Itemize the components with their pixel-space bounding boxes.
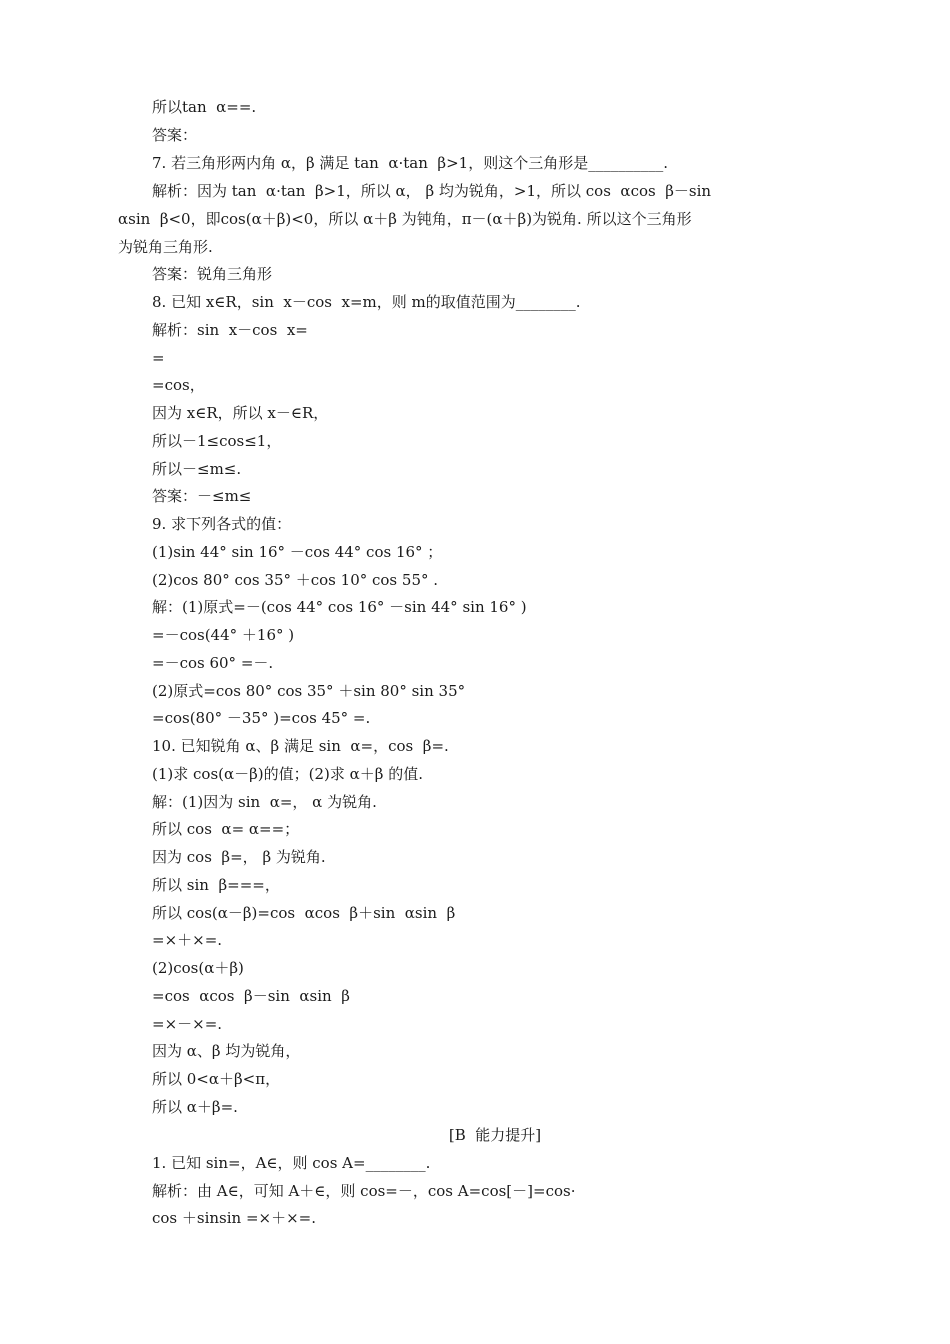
text-line: 所以 sin β===， (152, 876, 280, 894)
text-line: 为锐角三角形. (118, 238, 213, 256)
text-line: 所以 α＋β=. (152, 1098, 238, 1116)
text-line: =cos， (152, 376, 205, 394)
text-line: cos ＋sinsin =×＋×=. (152, 1209, 317, 1227)
text-line: 解：(1)原式=－(cos 44° cos 16° －sin 44° sin 16° ) (152, 598, 527, 616)
text-line: 答案： (152, 126, 198, 144)
text-line: = (152, 349, 165, 367)
text-line: 解：(1)因为 sin α=， α 为锐角. (152, 793, 377, 811)
text-line: 因为 x∈R，所以 x－∈R， (152, 404, 329, 422)
text-line: =cos αcos β－sin αsin β (152, 987, 350, 1005)
text-line: 所以 0<α＋β<π， (152, 1070, 281, 1088)
text-line: 10. 已知锐角 α、β 满足 sin α=，cos β=. (152, 737, 449, 755)
text-line: (1)求 cos(α－β)的值；(2)求 α＋β 的值. (152, 765, 424, 783)
text-line: αsin β<0，即cos(α＋β)<0，所以 α＋β 为钝角，π－(α＋β)为锐角. 所以这个三角形 (118, 210, 692, 228)
text-line: 所以 cos α= α==； (152, 820, 300, 838)
text-line: (2)cos 80° cos 35° ＋cos 10° cos 55° . (152, 571, 439, 589)
text-line: =－cos(44° ＋16° ) (152, 626, 295, 644)
text-line: 所以 cos(α－β)=cos αcos β＋sin αsin β (152, 904, 456, 922)
text-line: 7. 若三角形两内角 α，β 满足 tan α·tan β>1，则这个三角形是__________. (152, 154, 668, 172)
text-line: 8. 已知 x∈R，sin x－cos x=m，则 m的取值范围为________. (152, 293, 581, 311)
text-line: 所以－1≤cos≤1， (152, 432, 282, 450)
text-line: 解析：由 A∈，可知 A＋∈，则 cos=－，cos A=cos[－]=cos· (152, 1182, 576, 1200)
text-line: =cos(80° －35° )=cos 45° =. (152, 709, 371, 727)
text-line: 因为 cos β=， β 为锐角. (152, 848, 326, 866)
text-line: (2)原式=cos 80° cos 35° ＋sin 80° sin 35° (152, 682, 466, 700)
text-line: =×＋×=. (152, 931, 223, 949)
text-line: 答案：－≤m≤ (152, 487, 252, 505)
text-line: 答案：锐角三角形 (152, 265, 273, 283)
section-heading: [B 能力提升] (448, 1126, 542, 1144)
text-line: =×－×=. (152, 1015, 223, 1033)
text-line: =－cos 60° =－. (152, 654, 274, 672)
text-line: (1)sin 44° sin 16° －cos 44° cos 16° ； (152, 543, 443, 561)
text-line: 所以tan α==. (152, 98, 257, 116)
text-line: 解析：sin x－cos x= (152, 321, 308, 339)
text-line: 因为 α、β 均为锐角， (152, 1042, 301, 1060)
text-line: 1. 已知 sin=，A∈，则 cos A=________. (152, 1154, 431, 1172)
text-line: 解析：因为 tan α·tan β>1，所以 α， β 均为锐角，>1，所以 cos αcos β－sin (152, 182, 712, 200)
text-line: 9. 求下列各式的值： (152, 515, 292, 533)
text-line: 所以－≤m≤. (152, 460, 242, 478)
text-line: (2)cos(α＋β) (152, 959, 244, 977)
